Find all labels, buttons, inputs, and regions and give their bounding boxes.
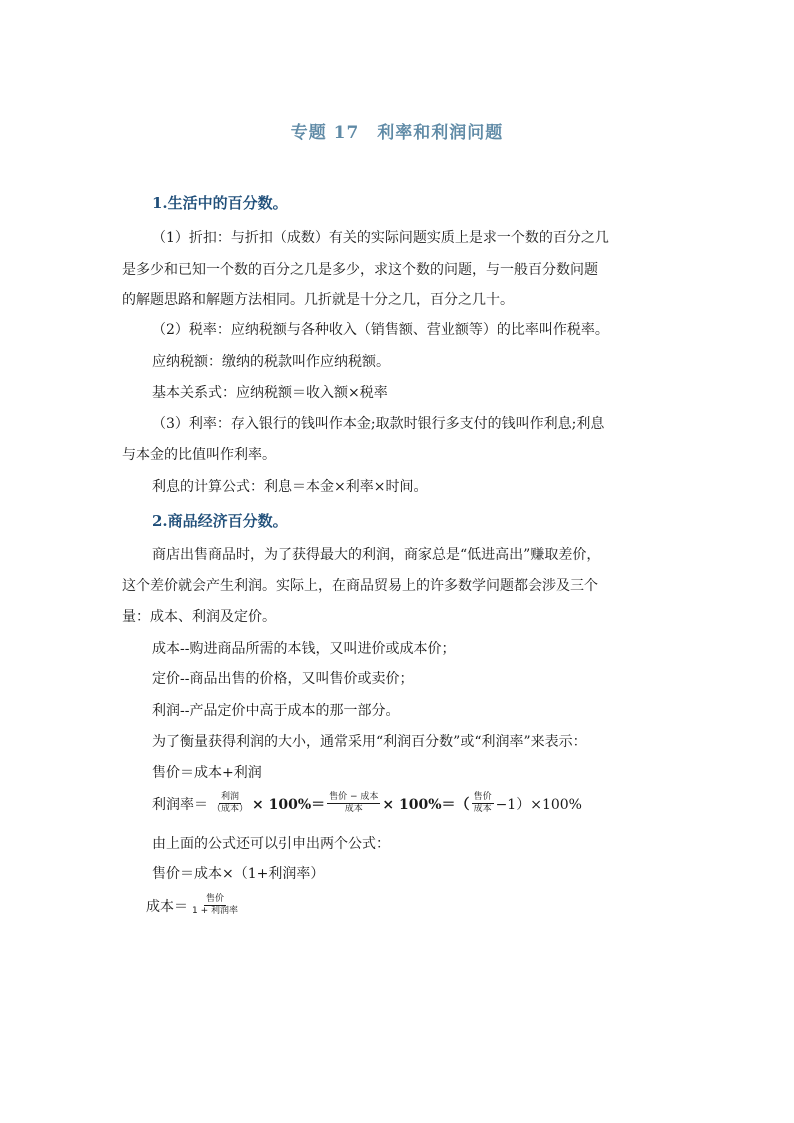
formula-tail: −1）×100% — [495, 796, 582, 813]
s2-p1-line3: 量：成本、利润及定价。 — [122, 609, 276, 625]
fraction-numerator: 利润 — [221, 792, 240, 802]
s2-p8: 售价＝成本×（1+利润率） — [152, 866, 325, 882]
cost-formula — [146, 894, 242, 917]
s1-p5-line1: （3）利率：存入银行的钱叫作本金;取款时银行多支付的钱叫作利息;利息 — [152, 416, 605, 432]
formula-lhs: 利润率＝ — [152, 796, 208, 813]
fraction-denominator: 1 + 利润率 — [192, 906, 238, 916]
s2-p1-line1: 商店出售商品时，为了获得最大的利润，商家总是“低进高出”赚取差价， — [152, 547, 601, 563]
fraction-numerator: 售价 — [473, 792, 492, 802]
s1-p6: 利息的计算公式：利息＝本金×利率×时间。 — [152, 479, 428, 495]
s2-p6: 售价＝成本+利润 — [152, 765, 262, 781]
s2-p2: 成本--购进商品所需的本钱，又叫进价或成本价； — [152, 641, 456, 657]
s2-p1-line2: 这个差价就会产生利润。实际上，在商品贸易上的许多数学问题都会涉及三个 — [122, 578, 598, 594]
fraction-price-over-cost — [472, 792, 494, 815]
s1-p1-line3: 的解题思路和解题方法相同。几折就是十分之几，百分之几十。 — [122, 292, 514, 308]
fraction-denominator: （成本） — [212, 804, 249, 814]
section-2-heading: 2.商品经济百分数。 — [152, 512, 288, 530]
s1-p3: 应纳税额：缴纳的税款叫作应纳税额。 — [152, 354, 390, 370]
fraction-price-minus-cost — [327, 792, 380, 815]
s1-p1-line2: 是多少和已知一个数的百分之几是多少，求这个数的问题，与一般百分数问题 — [122, 262, 598, 278]
s1-p1-line1: （1）折扣：与折扣（成数）有关的实际问题实质上是求一个数的百分之几 — [152, 230, 609, 246]
s2-p5: 为了衡量获得利润的大小，通常采用“利润百分数”或“利润率”来表示： — [152, 734, 587, 750]
fraction-price-over-one-plus-rate — [190, 894, 240, 917]
formula-lhs: 成本＝ — [146, 898, 188, 915]
s1-p4: 基本关系式：应纳税额＝收入额×税率 — [152, 385, 388, 401]
s1-p5-line2: 与本金的比值叫作利率。 — [122, 447, 276, 463]
fraction-profit-over-cost — [210, 792, 250, 815]
fraction-denominator: 成本 — [473, 804, 492, 814]
s2-p7: 由上面的公式还可以引申出两个公式： — [152, 836, 390, 852]
fraction-numerator: 售价 − 成本 — [329, 792, 379, 802]
s2-p4: 利润--产品定价中高于成本的那一部分。 — [152, 703, 400, 719]
profit-rate-formula — [152, 792, 582, 815]
page-title: 专题 17 利率和利润问题 — [290, 123, 504, 143]
fraction-numerator: 售价 — [205, 894, 224, 904]
formula-times-1: × 100%＝ — [252, 796, 326, 813]
s2-p3: 定价--商品出售的价格，又叫售价或卖价； — [152, 671, 414, 687]
s1-p2: （2）税率：应纳税额与各种收入（销售额、营业额等）的比率叫作税率。 — [152, 322, 609, 338]
formula-times-2: × 100%＝（ — [382, 796, 470, 813]
section-1-heading: 1.生活中的百分数。 — [152, 194, 288, 212]
fraction-denominator: 成本 — [344, 804, 363, 814]
